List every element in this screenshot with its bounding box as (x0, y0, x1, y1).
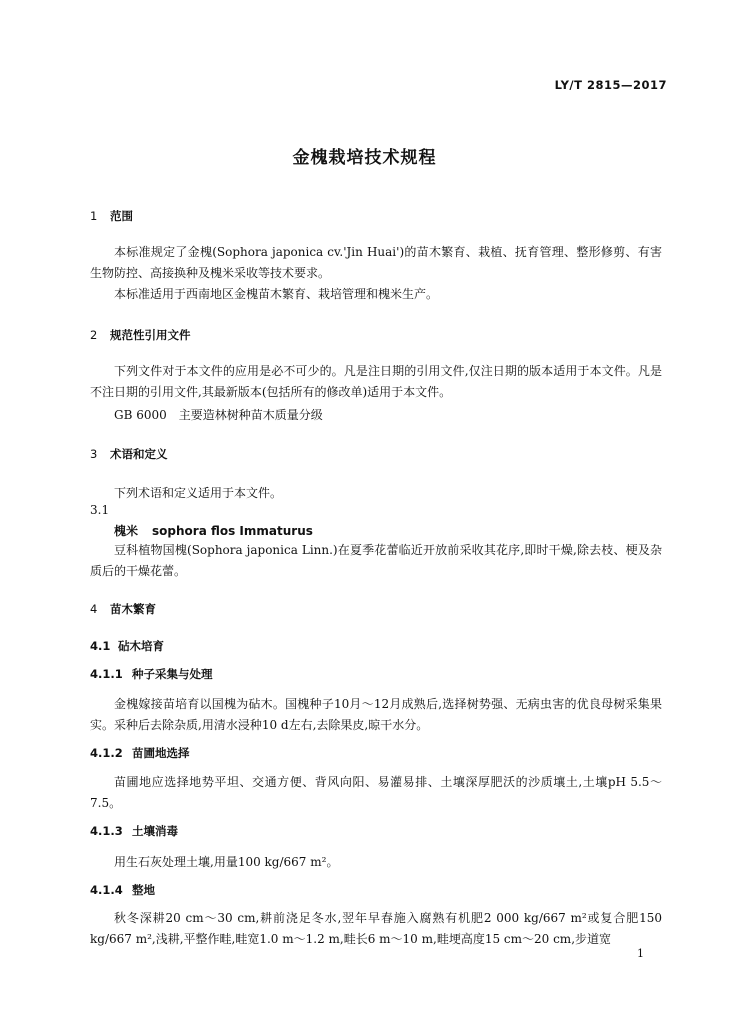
clause-4-1-2-heading (90, 745, 190, 761)
clause-number: 4.1.1 (90, 667, 123, 681)
clause-4-1-heading (90, 638, 164, 654)
clause-4-1-2-paragraph: 苗圃地应选择地势平坦、交通方便、背风向阳、易灌易排、土壤深厚肥沃的沙质壤土,土壤pH 5.5～7.5。 (90, 775, 662, 810)
section-2-paragraph-1: 下列文件对于本文件的应用是必不可少的。凡是注日期的引用文件,仅注日期的版本适用于本文件。凡是不注日期的引用文件,其最新版本(包括所有的修改单)适用于本文件。 (90, 364, 662, 399)
section-title: 规范性引用文件 (110, 328, 191, 342)
section-number: 3 (90, 447, 98, 461)
section-title: 术语和定义 (110, 447, 168, 461)
section-number: 4 (90, 602, 98, 616)
clause-4-1-4-paragraph: 秋冬深耕20 cm～30 cm,耕前浇足冬水,翌年早春施入腐熟有机肥2 000 kg/667 m²或复合肥150 kg/667 m²,浅耕,平整作畦,畦宽1.0 m～1.2 m,畦长6 m～10 m,畦埂高度15 cm～20 cm,步道宽 (90, 911, 662, 946)
section-1-paragraph-1: 本标准规定了金槐(Sophora japonica cv.'Jin Huai')的苗木繁育、栽植、抚育管理、整形修剪、有害生物防控、高接换种及槐米采收等技术要求。 (90, 245, 662, 280)
clause-4-1-1-heading (90, 666, 213, 682)
clause-number: 4.1 (90, 639, 111, 653)
clause-3-1-number: 3.1 (90, 503, 110, 517)
section-3-heading (90, 446, 168, 462)
clause-title: 整地 (132, 883, 155, 897)
normative-reference: GB 6000 主要造林树种苗木质量分级 (114, 408, 323, 422)
clause-number: 4.1.3 (90, 824, 123, 838)
section-number: 2 (90, 328, 98, 342)
clause-number: 4.1.2 (90, 746, 123, 760)
section-title: 苗木繁育 (110, 602, 156, 616)
clause-title: 苗圃地选择 (132, 746, 190, 760)
clause-number: 4.1.4 (90, 883, 123, 897)
clause-4-1-3-heading (90, 823, 178, 839)
section-2-heading (90, 327, 191, 343)
clause-4-1-3-paragraph: 用生石灰处理土壤,用量100 kg/667 m²。 (114, 855, 339, 869)
page-number: 1 (637, 947, 644, 960)
clause-4-1-4-heading (90, 882, 155, 898)
section-4-heading (90, 601, 156, 617)
clause-title: 砧木培育 (118, 639, 164, 653)
clause-title: 土壤消毒 (132, 824, 178, 838)
section-number: 1 (90, 209, 98, 223)
section-1-paragraph-2: 本标准适用于西南地区金槐苗木繁育、栽培管理和槐米生产。 (114, 287, 439, 301)
document-title: 金槐栽培技术规程 (292, 148, 437, 168)
term-chinese: 槐米 (114, 524, 139, 538)
term-english: sophora flos Immaturus (152, 524, 313, 538)
term-definition: 豆科植物国槐(Sophora japonica Linn.)在夏季花蕾临近开放前采收其花序,即时干燥,除去枝、梗及杂质后的干燥花蕾。 (90, 543, 662, 578)
section-title: 范围 (110, 209, 133, 223)
clause-4-1-1-paragraph: 金槐嫁接苗培育以国槐为砧木。国槐种子10月～12月成熟后,选择树势强、无病虫害的优良母树采集果实。采种后去除杂质,用清水浸种10 d左右,去除果皮,晾干水分。 (90, 697, 662, 732)
term-entry (114, 522, 313, 539)
section-1-heading (90, 208, 133, 224)
clause-title: 种子采集与处理 (132, 667, 213, 681)
section-3-paragraph-1: 下列术语和定义适用于本文件。 (114, 486, 283, 500)
standard-code: LY/T 2815—2017 (554, 78, 667, 92)
